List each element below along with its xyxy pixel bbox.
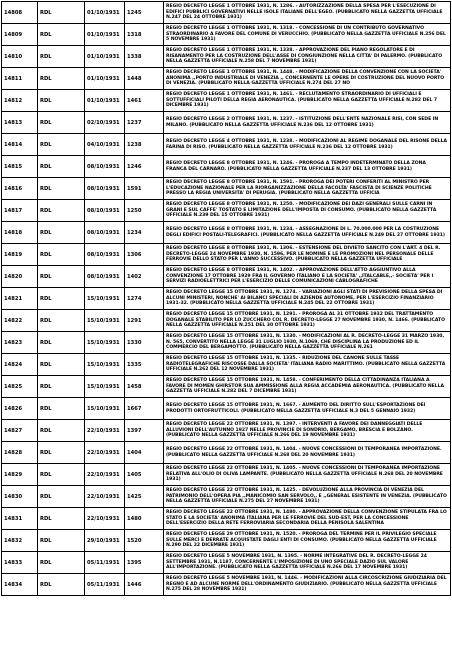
act-type-cell: RDL bbox=[38, 90, 85, 112]
table-row bbox=[2, 2, 451, 24]
record-number-cell: 14813 bbox=[2, 112, 38, 134]
act-description-cell: REGIO DECRETO LEGGE 22 OTTOBRE 1931, N. 1405. - NUOVE CONCESSIONI DI TEMPORANEA IMPORTAZIONE RELATIVA ALL'OLIO DI OLIVA LAMPANTE. (PUBBLICATO NELLA GAZZETTA UFFICIALE N.268 DEL 20 NOVEMBRE 1931) bbox=[164, 464, 451, 486]
act-code-cell: 1520 bbox=[125, 530, 164, 552]
table-row bbox=[2, 178, 451, 200]
registry-rows bbox=[2, 2, 451, 596]
act-date-cell: 08/10/1931 bbox=[85, 156, 125, 178]
record-number-cell: 14829 bbox=[2, 464, 38, 486]
act-description-cell: REGIO DECRETO LEGGE 15 OTTOBRE 1931, N. 1330. - MODIFICAZIONI AL R. DECRETO-LEGGE 31 MARZO 1930, N. 565, CONVERTITO NELLA LEGGE 31 LUGLIO 1930, N.1069, CHE DISCIPLINA LA PRODUZIONE ED IL COMMERCIO DEL BERGAMOTTO. (PUBBLICATO NELLA GAZZETTA UFFICIALE N.261 bbox=[164, 332, 451, 354]
table-row bbox=[2, 156, 451, 178]
table-row bbox=[2, 574, 451, 596]
act-code-cell: 1234 bbox=[125, 222, 164, 244]
act-date-cell: 08/10/1931 bbox=[85, 266, 125, 288]
act-description-cell: REGIO DECRETO LEGGE 22 OTTOBRE 1931, N. 1425. - DEVOLUZIONE ALLA PROVINCIA DI VENEZIA DEL PATRIMONIO DELL'OPERA PIA ,,MANICOMIO SAN SERVOLO,, E ,,GENERAL ESISTENTE IN VENEZIA. (PUBBLICATO NELLA GAZZETTA UFFICIALE N.275 DEL 27 NOVEMBRE 1931) bbox=[164, 486, 451, 508]
act-code-cell: 1395 bbox=[125, 552, 164, 574]
act-description-cell: REGIO DECRETO LEGGE 8 OTTOBRE 1931, N. 1246. - PROROGA A TEMPO INDETERMINATO DELLA ZONA FRANCA DEL CARNARO. (PUBBLICATO NELLA GAZZETTA UFFICIALE N.237 DEL 13 OTTOBRE 1931) bbox=[164, 156, 451, 178]
act-code-cell: 1274 bbox=[125, 288, 164, 310]
act-date-cell: 08/10/1931 bbox=[85, 178, 125, 200]
table-row bbox=[2, 266, 451, 288]
act-type-cell: RDL bbox=[38, 156, 85, 178]
table-row bbox=[2, 332, 451, 354]
table-row bbox=[2, 46, 451, 68]
table-row bbox=[2, 222, 451, 244]
act-description-cell: REGIO DECRETO LEGGE 29 OTTOBRE 1931, N. 1520. - PROROGA DEL TERMINE PER IL PRIVILEGIO SPECIALE SULLE MERCI E DERRATE ACQUISTATE DAGLI ENTI DI CONSUMO. (PUBBLICATO NELLA GAZZETTA UFFICIALE N.290 DEL 22 DICEMBRE 1931) bbox=[164, 530, 451, 552]
table-row bbox=[2, 310, 451, 332]
act-date-cell: 01/10/1931 bbox=[85, 24, 125, 46]
act-description-cell: REGIO DECRETO LEGGE 15 OTTOBRE 1931, N. 1291. - PROROGA AL 31 OTTOBRE 1932 DEL TRATTAMENTO DOGANALE STABILITO PER LO ZUCCHERO COL R. DECRETO-LEGGE 27 NOVEMBRE 1930, N. 1466. (PUBBLICATO NELLA GAZZETTA UFFICIALE N.251 DEL 30 OTTOBRE 1931) bbox=[164, 310, 451, 332]
record-number-cell: 14816 bbox=[2, 178, 38, 200]
act-code-cell: 1245 bbox=[125, 2, 164, 24]
act-description-cell: REGIO DECRETO LEGGE 1 OTTOBRE 1931, N. 1318. - CONCESSIONE DI UN CONTRIBUTO GOVERNATIVO STRAORDINARIO A FAVORE DEL COMUNE DI VERUCCHIO. (PUBBLICATO NELLA GAZZETTA UFFICIALE N.256 DEL 5 NOVEMBRE 1931) bbox=[164, 24, 451, 46]
act-description-cell: REGIO DECRETO LEGGE 5 NOVEMBRE 1931, N. 1395. - NORME INTEGRATIVE DEL R. DECRETO-LEGGE 24 SETTEMBRE 1931, N.1187, CONCERNENTE L'IMPOSIZIONE DI UNO SPECIALE DAZIO SUL VALORE ALL'IMPORTAZIONE. (PUBBLICATO NELLA GAZZETTA UFFICIALE N.266 DEL 17 NOVEMBRE 1931) bbox=[164, 552, 451, 574]
table-row bbox=[2, 442, 451, 464]
table-row bbox=[2, 530, 451, 552]
act-code-cell: 1667 bbox=[125, 398, 164, 420]
act-type-cell: RDL bbox=[38, 2, 85, 24]
act-description-cell: REGIO DECRETO LEGGE 22 OTTOBRE 1931, N. 1480. - APPROVAZIONE DELLA CONVENZIONE STIPULATA FRA LO STATO E LA SOCIETA' ANONIMA ITALIANA PER LE FERROVIE DEL SUD-EST, PER LA CONCESSIONE DELL'ESERCIZIO DELLA RETE FERROVIARIA SECONDARIA DELLA PENISOLA SALENTINA bbox=[164, 508, 451, 530]
record-number-cell: 14811 bbox=[2, 68, 38, 90]
act-type-cell: RDL bbox=[38, 46, 85, 68]
record-number-cell: 14817 bbox=[2, 200, 38, 222]
record-number-cell: 14824 bbox=[2, 354, 38, 376]
act-date-cell: 22/10/1931 bbox=[85, 486, 125, 508]
act-date-cell: 15/10/1931 bbox=[85, 398, 125, 420]
act-description-cell: REGIO DECRETO LEGGE 1 OTTOBRE 1931, N. 1448. - MODIFICAZIONE DELLA CONVENZIONE CON LA SOCIETA' ANONIMA ,,PORTO INDUSTRIALE DI VENEZIA ,, CONCERNENTE LE OPERE DI COSTRUZIONE DEL NUOVO PORTO DI VENEZIA. (PUBBLICATO NELLA GAZZETTA UFFICIALE N.274 DEL 27 NO bbox=[164, 68, 451, 90]
record-number-cell: 14809 bbox=[2, 24, 38, 46]
act-code-cell: 1246 bbox=[125, 156, 164, 178]
act-code-cell: 1338 bbox=[125, 46, 164, 68]
act-date-cell: 08/10/1931 bbox=[85, 244, 125, 266]
table-row bbox=[2, 90, 451, 112]
act-code-cell: 1318 bbox=[125, 24, 164, 46]
act-code-cell: 1238 bbox=[125, 134, 164, 156]
record-number-cell: 14815 bbox=[2, 156, 38, 178]
registry-sheet bbox=[1, 1, 450, 643]
table-row bbox=[2, 464, 451, 486]
act-code-cell: 1404 bbox=[125, 442, 164, 464]
act-code-cell: 1425 bbox=[125, 486, 164, 508]
table-row bbox=[2, 244, 451, 266]
table-row bbox=[2, 24, 451, 46]
record-number-cell: 14833 bbox=[2, 552, 38, 574]
act-type-cell: RDL bbox=[38, 508, 85, 530]
record-number-cell: 14832 bbox=[2, 530, 38, 552]
table-row bbox=[2, 200, 451, 222]
act-description-cell: REGIO DECRETO LEGGE 8 OTTOBRE 1931, N. 1591. - PROROGA DEI POTERI CONFERITI AL MINISTRO PER L'EDUCAZIONE NAZIONALE PER LA RIORGANIZZAZIONE DELLA FACOLTA' FASCISTA DI SCIENZE POLITICHE PRESSO LA REGIA UNIVERSITA' DI PERUGIA. (PUBBLICATO NELLA GAZZETTA UFFICIA bbox=[164, 178, 451, 200]
act-date-cell: 22/10/1931 bbox=[85, 464, 125, 486]
act-type-cell: RDL bbox=[38, 442, 85, 464]
record-number-cell: 14822 bbox=[2, 310, 38, 332]
act-type-cell: RDL bbox=[38, 376, 85, 398]
act-date-cell: 01/10/1931 bbox=[85, 90, 125, 112]
record-number-cell: 14826 bbox=[2, 398, 38, 420]
table-row bbox=[2, 508, 451, 530]
act-type-cell: RDL bbox=[38, 530, 85, 552]
act-type-cell: RDL bbox=[38, 112, 85, 134]
act-code-cell: 1448 bbox=[125, 68, 164, 90]
act-description-cell: REGIO DECRETO LEGGE 15 OTTOBRE 1931, N. 1667. - AUMENTO DEL DIRITTO SULL'ESPORTAZIONE DEI PRODOTTI ORTOFRUTTICOLI. (PUBBLICATO NELLA GAZZETTA UFFICIALE N.3 DEL 5 GENNAIO 1932) bbox=[164, 398, 451, 420]
act-description-cell: REGIO DECRETO LEGGE 8 OTTOBRE 1931, N. 1250. - MODIFICAZIONE DEI DAZI GENERALI SULLE CARNI IN GRANI E SUL CAFFE' TOSTATO E LIMITAZIONE DELL'IMPOSTA DI CONSUMO. (PUBBLICATO NELLA GAZZETTA UFFICIALE N.239 DEL 15 OTTOBRE 1931) bbox=[164, 200, 451, 222]
act-date-cell: 15/10/1931 bbox=[85, 354, 125, 376]
act-date-cell: 15/10/1931 bbox=[85, 376, 125, 398]
act-type-cell: RDL bbox=[38, 288, 85, 310]
act-type-cell: RDL bbox=[38, 552, 85, 574]
act-code-cell: 1458 bbox=[125, 376, 164, 398]
act-type-cell: RDL bbox=[38, 420, 85, 442]
record-number-cell: 14808 bbox=[2, 2, 38, 24]
act-type-cell: RDL bbox=[38, 354, 85, 376]
act-date-cell: 15/10/1931 bbox=[85, 332, 125, 354]
act-description-cell: REGIO DECRETO LEGGE 2 OTTOBRE 1931, N. 1237. - ISTITUZIONE DELL'ENTE NAZIONALE RISI, CON SEDE IN MILANO. (PUBBLICATO NELLA GAZZETTA UFFICIALE N.236 DEL 12 OTTOBRE 1931) bbox=[164, 112, 451, 134]
record-number-cell: 14821 bbox=[2, 288, 38, 310]
act-date-cell: 15/10/1931 bbox=[85, 288, 125, 310]
act-type-cell: RDL bbox=[38, 200, 85, 222]
registry-table bbox=[1, 1, 451, 596]
act-type-cell: RDL bbox=[38, 134, 85, 156]
act-code-cell: 1335 bbox=[125, 354, 164, 376]
act-type-cell: RDL bbox=[38, 332, 85, 354]
act-date-cell: 22/10/1931 bbox=[85, 508, 125, 530]
record-number-cell: 14810 bbox=[2, 46, 38, 68]
act-description-cell: REGIO DECRETO LEGGE 4 OTTOBRE 1931, N. 1238. - MODIFICAZIONI AL REGIME DOGANALE DEL RISONE DELLA FARINA DI RISO. (PUBBLICATO NELLA GAZZETTA UFFICIALE N.236 DEL 12 OTTOBRE 1931) bbox=[164, 134, 451, 156]
act-code-cell: 1461 bbox=[125, 90, 164, 112]
act-type-cell: RDL bbox=[38, 486, 85, 508]
act-date-cell: 01/10/1931 bbox=[85, 68, 125, 90]
act-code-cell: 1591 bbox=[125, 178, 164, 200]
act-date-cell: 05/11/1931 bbox=[85, 574, 125, 596]
act-code-cell: 1330 bbox=[125, 332, 164, 354]
act-description-cell: REGIO DECRETO LEGGE 5 NOVEMBRE 1931, N. 1446. - MODIFICAZIONI ALLA CIRCOSCRIZIONE GIUDIZIARIA DEL REGNO E AD ALCUNE NORME DELL'ORDINAMENTO GIUDIZIARIO. (PUBBLICATO NELLA GAZZETTA UFFICIALE N.275 DEL 28 NOVEMBRE 1931) bbox=[164, 574, 451, 596]
act-code-cell: 1306 bbox=[125, 244, 164, 266]
record-number-cell: 14818 bbox=[2, 222, 38, 244]
table-row bbox=[2, 288, 451, 310]
table-row bbox=[2, 420, 451, 442]
record-number-cell: 14812 bbox=[2, 90, 38, 112]
record-number-cell: 14834 bbox=[2, 574, 38, 596]
act-date-cell: 08/10/1931 bbox=[85, 222, 125, 244]
act-description-cell: REGIO DECRETO LEGGE 8 OTTOBRE 1931, N. 1234. - ASSEGNAZIONE DI L. 70.000.000 PER LA COSTRUZIONE DEGLI EDIFICI POSTALI-TELEGRAFICI. (PUBBLICATO NELLA GAZZETTA UFFICIALE N.249 DEL 27 OTTOBRE 1931) bbox=[164, 222, 451, 244]
record-number-cell: 14830 bbox=[2, 486, 38, 508]
table-row bbox=[2, 398, 451, 420]
act-code-cell: 1480 bbox=[125, 508, 164, 530]
act-date-cell: 01/10/1931 bbox=[85, 2, 125, 24]
act-description-cell: REGIO DECRETO LEGGE 22 OTTOBRE 1931, N. 1397. - INTERVENTI A FAVORE DEI DANNEGGIATI DELLE ALLUVIONI DELL'AUTUNNO 1927 NELLE PROVINCIE DI SONDRIO, BERGAMO, BRESCIA E BOLZANO. (PUBBLICATO NELLA GAZZETTA UFFICIALE N.266 DEL 19 NOVEMBRE 1931) bbox=[164, 420, 451, 442]
act-code-cell: 1250 bbox=[125, 200, 164, 222]
act-date-cell: 02/10/1931 bbox=[85, 112, 125, 134]
act-description-cell: REGIO DECRETO LEGGE 1 OTTOBRE 1931, N. 1338. - APPROVAZIONE DEL PIANO REGOLATORE E DI RISANAMENTO PER LA COSTRUZIONE DELL'ASSE DI CONGIUNZIONE NELLA CITTA' DI PALERMO. (PUBBLICATO NELLA GAZZETTA UFFICIALE N.258 DEL 7 NOVEMBRE 1931) bbox=[164, 46, 451, 68]
act-type-cell: RDL bbox=[38, 398, 85, 420]
record-number-cell: 14831 bbox=[2, 508, 38, 530]
record-number-cell: 14828 bbox=[2, 442, 38, 464]
act-code-cell: 1397 bbox=[125, 420, 164, 442]
act-type-cell: RDL bbox=[38, 244, 85, 266]
table-row bbox=[2, 552, 451, 574]
act-description-cell: REGIO DECRETO LEGGE 22 OTTOBRE 1931, N. 1404. - NUOVE CONCESSIONI DI TEMPORANEA IMPORTAZIONE. (PUBBLICATO NELLA GAZZETTA UFFICIALE N.268 DEL 20 NOVEMBRE 1931) bbox=[164, 442, 451, 464]
act-type-cell: RDL bbox=[38, 310, 85, 332]
act-date-cell: 15/10/1931 bbox=[85, 310, 125, 332]
act-date-cell: 22/10/1931 bbox=[85, 442, 125, 464]
act-type-cell: RDL bbox=[38, 464, 85, 486]
act-date-cell: 22/10/1931 bbox=[85, 420, 125, 442]
table-row bbox=[2, 486, 451, 508]
act-type-cell: RDL bbox=[38, 178, 85, 200]
act-code-cell: 1446 bbox=[125, 574, 164, 596]
act-date-cell: 29/10/1931 bbox=[85, 530, 125, 552]
table-row bbox=[2, 68, 451, 90]
record-number-cell: 14827 bbox=[2, 420, 38, 442]
act-code-cell: 1402 bbox=[125, 266, 164, 288]
table-row bbox=[2, 112, 451, 134]
act-code-cell: 1237 bbox=[125, 112, 164, 134]
act-code-cell: 1405 bbox=[125, 464, 164, 486]
table-row bbox=[2, 134, 451, 156]
act-code-cell: 1291 bbox=[125, 310, 164, 332]
act-description-cell: REGIO DECRETO LEGGE 8 OTTOBRE 1931, N. 1402. - APPROVAZIONE DELL'ATTO AGGIUNTIVO ALLA CONVENZIONE 17 OTTOBRE 1929 FRA IL GOVERNO ITALIANO E LA SOCIETA' ,,ITALCABLE,,- SOCIETA' PER I SERVIZI RADIOELETTRICI PER L'ESERCIZIO DELLE COMUNICAZIONI CABLOGRAFICHE bbox=[164, 266, 451, 288]
act-description-cell: REGIO DECRETO LEGGE 8 OTTOBRE 1931, N. 1306. - ESTENSIONE DEL DIVIETO SANCITO CON L'ART. 4 DEL R. DECRETO-LEGGE 24 NOVEMBRE 1930, N. 1596, PER LE NOMINE E LE PROMOZIONI NEL PERSONALE DELLE FERROVIE DELLO STATO PER L'ANNO SUCCESSIVO. (PUBBLICATO NELLA GAZZETTA UFFICIALE bbox=[164, 244, 451, 266]
act-description-cell: REGIO DECRETO LEGGE 1 OTTOBRE 1931, N. 1461. - RECLUTAMENTO STRAORDINARIO DI UFFICIALI E SOTTUFFICIALI PILOTI DELLA REGIA AERONAUTICA. (PUBBLICATO NELLA GAZZETTA UFFICIALE N.282 DEL 7 DICEMBRE 1931) bbox=[164, 90, 451, 112]
table-row bbox=[2, 376, 451, 398]
act-description-cell: REGIO DECRETO LEGGE 1 OTTOBRE 1931, N. 1286. - AUTORIZZAZIONE DELLA SPESA PER L'ESECUZIONE DI EDIFICI PUBBLICI GOVERNATIVI NELLE ISOLE ITALIANE DELL'EGEO. (PUBBLICATO NELLA GAZZETTA UFFICIALE N.247 DEL 24 OTTOBRE 1931) bbox=[164, 2, 451, 24]
record-number-cell: 14814 bbox=[2, 134, 38, 156]
record-number-cell: 14819 bbox=[2, 244, 38, 266]
act-type-cell: RDL bbox=[38, 574, 85, 596]
act-type-cell: RDL bbox=[38, 222, 85, 244]
act-description-cell: REGIO DECRETO LEGGE 15 OTTOBRE 1931, N. 1335. - RIDUZIONE DEL CANONE SULLE TASSE RADIOTELEGRAFICHE RISCOSSE DALLA SOCIETA' ITALIANA RADIO MARITTIMO. (PUBBLICATO NELLA GAZZETTA UFFICIALE N.262 DEL 12 NOVEMBRE 1931) bbox=[164, 354, 451, 376]
table-row bbox=[2, 354, 451, 376]
act-description-cell: REGIO DECRETO LEGGE 15 OTTOBRE 1931, N. 1274. - VARIAZIONI AGLI STATI DI PREVISIONE DELLA SPESA DI ALCUNI MINISTERI, NONCHE' AI BILANCI SPECIALI DI AZIENDE AUTONOME, PER L'ESERCIZIO FINANZIARIO 1931-32. (PUBBLICATO NELLA GAZZETTA UFFICIALE N.245 DEL 22 OTTOBRE 1931) bbox=[164, 288, 451, 310]
act-date-cell: 01/10/1931 bbox=[85, 46, 125, 68]
act-date-cell: 05/11/1931 bbox=[85, 552, 125, 574]
record-number-cell: 14823 bbox=[2, 332, 38, 354]
act-type-cell: RDL bbox=[38, 24, 85, 46]
act-type-cell: RDL bbox=[38, 266, 85, 288]
act-date-cell: 08/10/1931 bbox=[85, 200, 125, 222]
record-number-cell: 14825 bbox=[2, 376, 38, 398]
act-type-cell: RDL bbox=[38, 68, 85, 90]
record-number-cell: 14820 bbox=[2, 266, 38, 288]
act-description-cell: REGIO DECRETO LEGGE 15 OTTOBRE 1931, N. 1458. - CONFERIMENTO DELLA CITTADINANZA ITALIANA A FAVORE DI MOMEN GHIRSTOR SUA AMMISSIONE ALLA REGIA ACCADEMIA AERONAUTICA. (PUBBLICATO NELLA GAZZETTA UFFICIALE N.282 DEL 7 DICEMBRE 1931) bbox=[164, 376, 451, 398]
act-date-cell: 04/10/1931 bbox=[85, 134, 125, 156]
